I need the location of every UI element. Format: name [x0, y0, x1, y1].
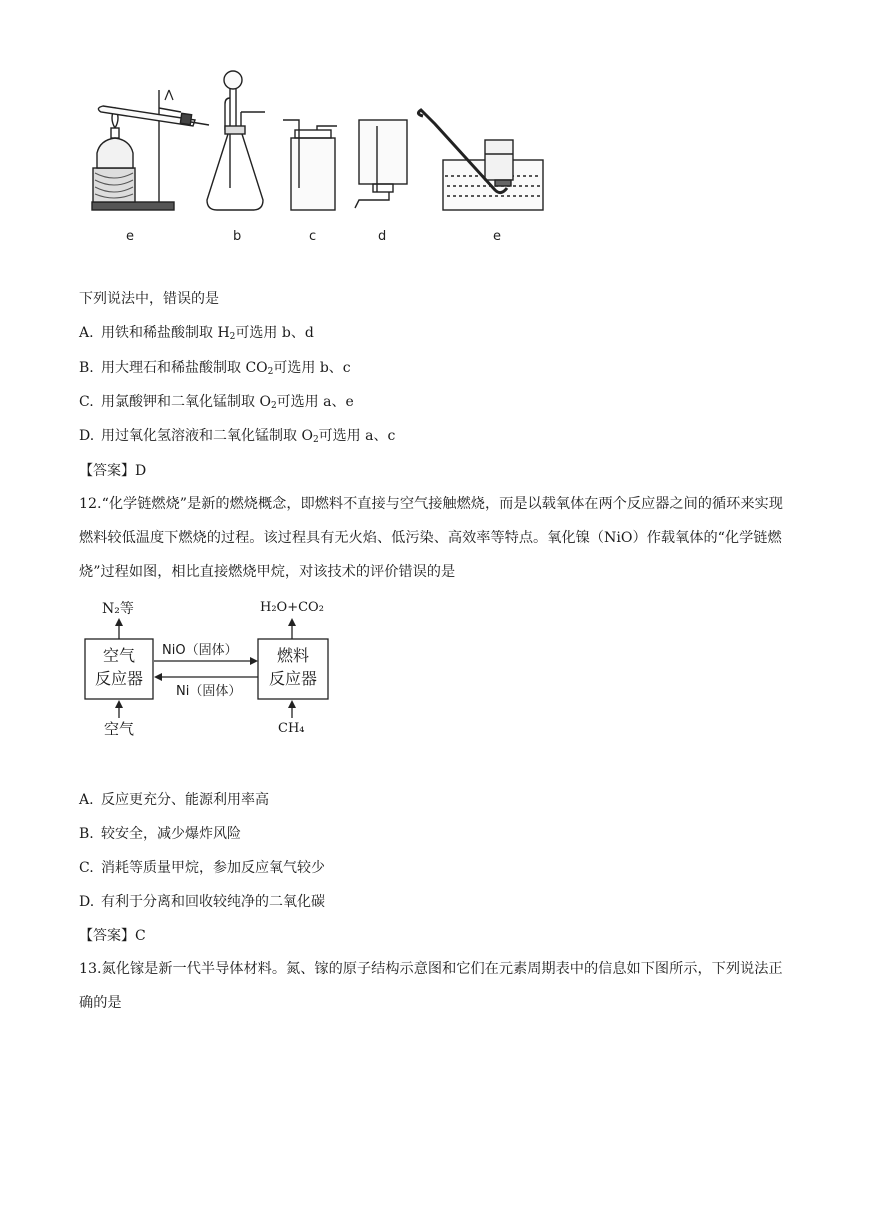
nio-arrow-label: NiO（固体）	[162, 643, 238, 658]
q12-option-c	[79, 858, 325, 878]
apparatus-label-2: b	[233, 229, 242, 244]
option-text: 可选用 a、e	[276, 394, 354, 410]
apparatus-label-5: e	[493, 229, 501, 244]
option-label: C.	[79, 394, 94, 410]
apparatus-e	[418, 110, 543, 210]
q13-text: 13.氮化镓是新一代半导体材料。氮、镓的原子结构示意图和它们在元素周期表中的信息如下图所示，下列说法正确的是	[79, 961, 783, 1011]
option-label: C.	[79, 860, 94, 876]
option-label: A.	[79, 792, 94, 808]
option-text: 用铁和稀盐酸制取 H	[101, 325, 230, 341]
option-text: 可选用 b、d	[235, 325, 314, 341]
option-label: A.	[79, 325, 94, 341]
option-label: D.	[79, 428, 95, 444]
option-text: 消耗等质量甲烷，参加反应氧气较少	[101, 860, 325, 876]
option-text: 可选用 a、c	[318, 428, 396, 444]
subscript: 2	[267, 367, 274, 377]
option-text: 反应更充分、能源利用率高	[101, 792, 269, 808]
subscript: 2	[229, 332, 236, 342]
q11-option-a	[79, 323, 314, 347]
q12-option-d	[79, 892, 325, 912]
subscript: 2	[270, 401, 277, 411]
apparatus-label-4: d	[378, 229, 387, 244]
air-input-label: 空气	[104, 720, 135, 738]
q12-option-b	[79, 824, 241, 844]
air-reactor-label-1: 空气	[102, 646, 135, 665]
option-text: 较安全，减少爆炸风险	[101, 826, 241, 842]
h2o-co2-output-label: H₂O+CO₂	[260, 600, 324, 615]
apparatus-c	[283, 120, 337, 210]
q11-answer: 【答案】D	[79, 463, 147, 479]
q12-answer: 【答案】C	[79, 928, 146, 944]
fuel-reactor-label-2: 反应器	[268, 669, 317, 688]
option-text: 可选用 b、c	[273, 360, 351, 376]
apparatus-label-3: c	[309, 229, 317, 244]
option-text: 用大理石和稀盐酸制取 CO	[101, 360, 268, 376]
q11-prompt: 下列说法中，错误的是	[79, 291, 219, 307]
q12-text: 12.“化学链燃烧”是新的燃烧概念，即燃料不直接与空气接触燃烧，而是以载氧体在两个反应器之间的循环来实现燃料较低温度下燃烧的过程。该过程具有无火焰、低污染、高效率等特点。氧化镍（NiO）作载氧体的“化学链燃烧”过程如图，相比直接燃烧甲烷，对该技术的评价错误的是	[79, 496, 783, 580]
ni-arrow-label: Ni（固体）	[176, 684, 242, 699]
q12-option-a	[79, 790, 269, 810]
option-text: 有利于分离和回收较纯净的二氧化碳	[101, 894, 325, 910]
apparatus-label-1: e	[126, 229, 134, 244]
fuel-reactor-label-1: 燃料	[276, 646, 309, 665]
option-text: 用氯酸钾和二氧化锰制取 O	[101, 394, 271, 410]
chemical-looping-diagram	[80, 598, 340, 743]
apparatus-figure	[85, 68, 545, 218]
air-reactor-label-2: 反应器	[94, 669, 143, 688]
q11-option-b	[79, 358, 351, 382]
ch4-input-label: CH₄	[278, 721, 305, 736]
subscript: 2	[312, 435, 319, 445]
option-text: 用过氧化氢溶液和二氧化锰制取 O	[101, 428, 313, 444]
option-label: D.	[79, 894, 95, 910]
q11-option-d	[79, 426, 395, 450]
apparatus-a	[92, 90, 209, 210]
option-label: B.	[79, 360, 94, 376]
apparatus-d	[355, 120, 407, 208]
apparatus-b	[207, 71, 265, 210]
option-label: B.	[79, 826, 94, 842]
n2-output-label: N₂等	[102, 601, 134, 617]
q11-option-c	[79, 392, 354, 416]
